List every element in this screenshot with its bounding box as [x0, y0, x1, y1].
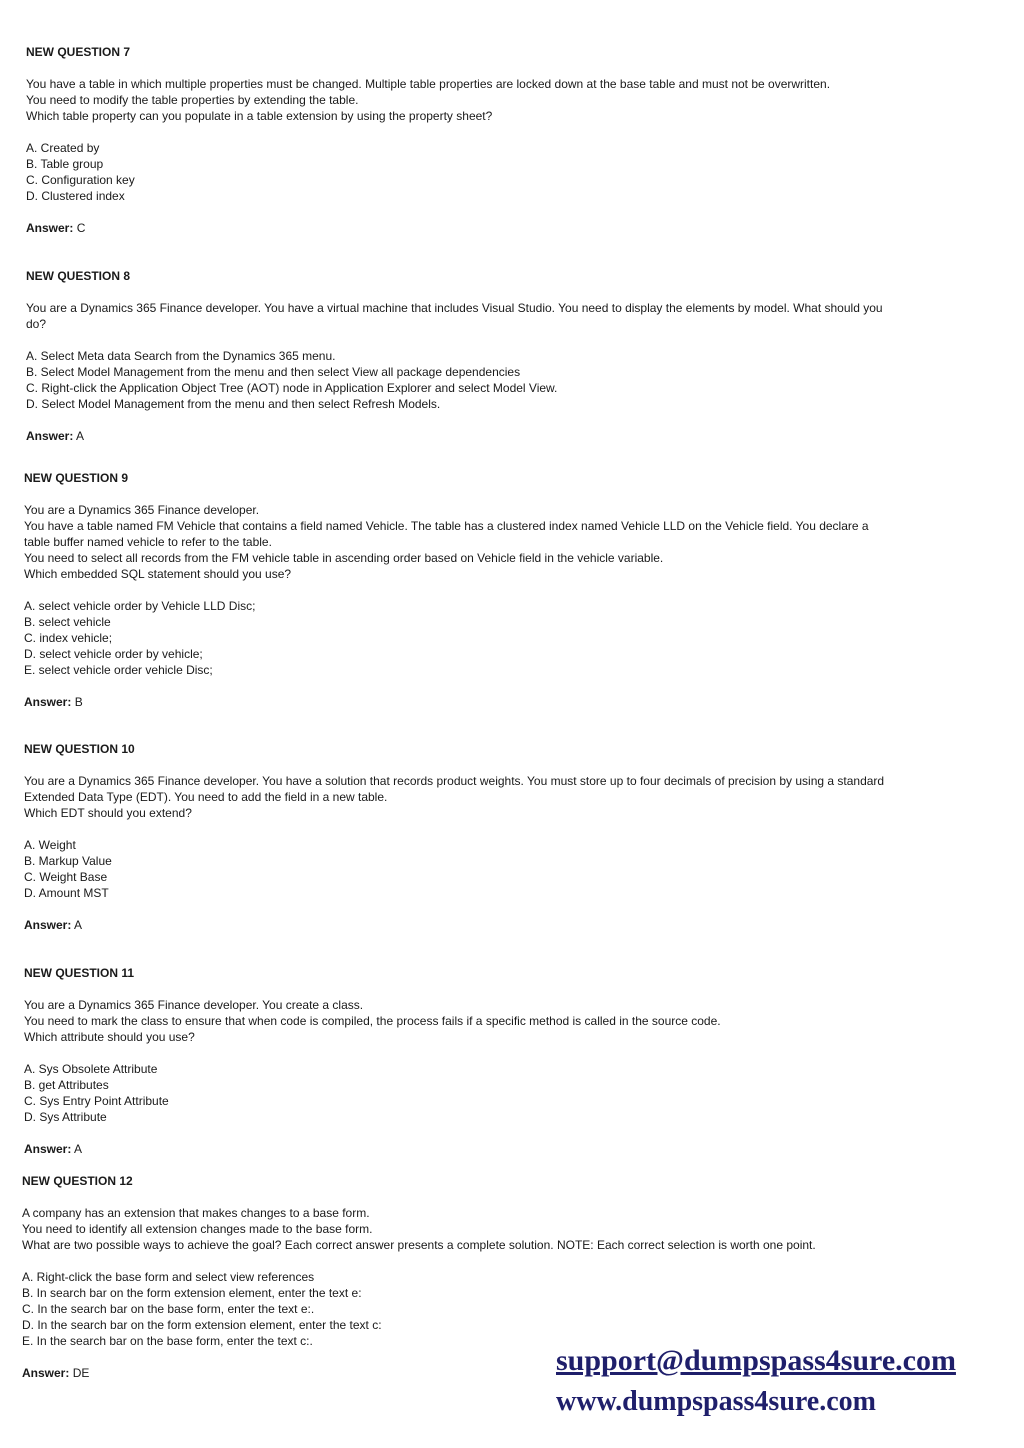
answer-option: A. Sys Obsolete Attribute — [24, 1062, 158, 1076]
question-title: NEW QUESTION 7 — [26, 45, 131, 59]
answer-value: DE — [72, 1366, 90, 1380]
answer-label: Answer: — [26, 221, 74, 235]
question-text: table buffer named vehicle to refer to the table. — [24, 535, 272, 549]
answer-option: C. Configuration key — [26, 173, 135, 187]
question-title: NEW QUESTION 10 — [24, 742, 135, 756]
question-text: You are a Dynamics 365 Finance developer. You create a class. — [24, 998, 364, 1012]
answer-option: D. In the search bar on the form extension element, enter the text c: — [22, 1318, 382, 1332]
answer-label: Answer: — [22, 1366, 70, 1380]
question-block — [26, 44, 956, 236]
answer-option: A. Select Meta data Search from the Dynamics 365 menu. — [26, 349, 336, 363]
question-title: NEW QUESTION 8 — [26, 269, 131, 283]
question-text: You are a Dynamics 365 Finance developer. — [24, 503, 260, 517]
question-title: NEW QUESTION 12 — [22, 1174, 133, 1188]
answer-label: Answer: — [24, 1142, 72, 1156]
answer-option: E. select vehicle order vehicle Disc; — [24, 663, 213, 677]
question-block — [24, 965, 954, 1157]
question-text: do? — [26, 317, 47, 331]
question-text: Extended Data Type (EDT). You need to add the field in a new table. — [24, 790, 388, 804]
answer-option: A. Created by — [26, 141, 100, 155]
answer-option: B. get Attributes — [24, 1078, 109, 1092]
question-block — [26, 268, 956, 444]
answer-line — [26, 220, 956, 236]
question-text: You need to mark the class to ensure that when code is compiled, the process fails if a specific method is called in the source code. — [24, 1014, 721, 1028]
answer-option: D. Sys Attribute — [24, 1110, 107, 1124]
question-text: You have a table in which multiple properties must be changed. Multiple table properties are locked down at the base table and must not be overwritten. — [26, 77, 831, 91]
answer-option: A. select vehicle order by Vehicle LLD Disc; — [24, 599, 256, 613]
question-text: You are a Dynamics 365 Finance developer. You have a virtual machine that includes Visual Studio. You need to display the elements by model. What should you — [26, 301, 883, 315]
answer-option: C. index vehicle; — [24, 631, 113, 645]
question-text: You need to select all records from the FM vehicle table in ascending order based on Vehicle field in the vehicle variable. — [24, 551, 664, 565]
answer-value: C — [76, 221, 86, 235]
question-text: Which attribute should you use? — [24, 1030, 195, 1044]
question-text: What are two possible ways to achieve the goal? Each correct answer presents a complete solution. NOTE: Each correct selection is worth one point. — [22, 1238, 816, 1252]
answer-value: A — [74, 1142, 83, 1156]
answer-value: A — [74, 918, 83, 932]
answer-option: E. In the search bar on the base form, enter the text c:. — [22, 1334, 313, 1348]
answer-line — [24, 1141, 954, 1157]
answer-option: B. In search bar on the form extension element, enter the text e: — [22, 1286, 362, 1300]
question-title: NEW QUESTION 9 — [24, 471, 129, 485]
question-text: You need to modify the table properties by extending the table. — [26, 93, 359, 107]
answer-option: B. Table group — [26, 157, 104, 171]
question-text: You are a Dynamics 365 Finance developer. You have a solution that records product weights. You must store up to four decimals of precision by using a standard — [24, 774, 885, 788]
question-text: Which EDT should you extend? — [24, 806, 192, 820]
question-text: Which table property can you populate in a table extension by using the property sheet? — [26, 109, 493, 123]
answer-line — [26, 428, 956, 444]
answer-line — [24, 694, 954, 710]
answer-option: D. select vehicle order by vehicle; — [24, 647, 203, 661]
answer-option: B. select vehicle — [24, 615, 111, 629]
question-block — [24, 470, 954, 710]
answer-option: C. Right-click the Application Object Tree (AOT) node in Application Explorer and select Model View. — [26, 381, 558, 395]
answer-option: A. Right-click the base form and select view references — [22, 1270, 315, 1284]
answer-line — [24, 917, 954, 933]
answer-option: A. Weight — [24, 838, 76, 852]
answer-value: A — [76, 429, 85, 443]
answer-option: D. Clustered index — [26, 189, 125, 203]
answer-option: C. In the search bar on the base form, enter the text e:. — [22, 1302, 315, 1316]
answer-value: B — [74, 695, 83, 709]
question-text: You need to identify all extension changes made to the base form. — [22, 1222, 373, 1236]
answer-option: C. Sys Entry Point Attribute — [24, 1094, 169, 1108]
website-link[interactable]: www.dumpspass4sure.com — [556, 1386, 876, 1417]
answer-label: Answer: — [24, 695, 72, 709]
answer-option: D. Select Model Management from the menu and then select Refresh Models. — [26, 397, 441, 411]
answer-option: B. Markup Value — [24, 854, 112, 868]
answer-label: Answer: — [26, 429, 74, 443]
answer-option: C. Weight Base — [24, 870, 108, 884]
answer-option: B. Select Model Management from the menu and then select View all package dependencies — [26, 365, 521, 379]
support-email-link[interactable]: support@dumpspass4sure.com — [556, 1344, 956, 1377]
question-text: You have a table named FM Vehicle that contains a field named Vehicle. The table has a clustered index named Vehicle LLD on the Vehicle field. You declare a — [24, 519, 869, 533]
question-text: A company has an extension that makes changes to a base form. — [22, 1206, 370, 1220]
answer-option: D. Amount MST — [24, 886, 109, 900]
question-text: Which embedded SQL statement should you use? — [24, 567, 292, 581]
question-title: NEW QUESTION 11 — [24, 966, 135, 980]
answer-label: Answer: — [24, 918, 72, 932]
question-block — [24, 741, 954, 933]
